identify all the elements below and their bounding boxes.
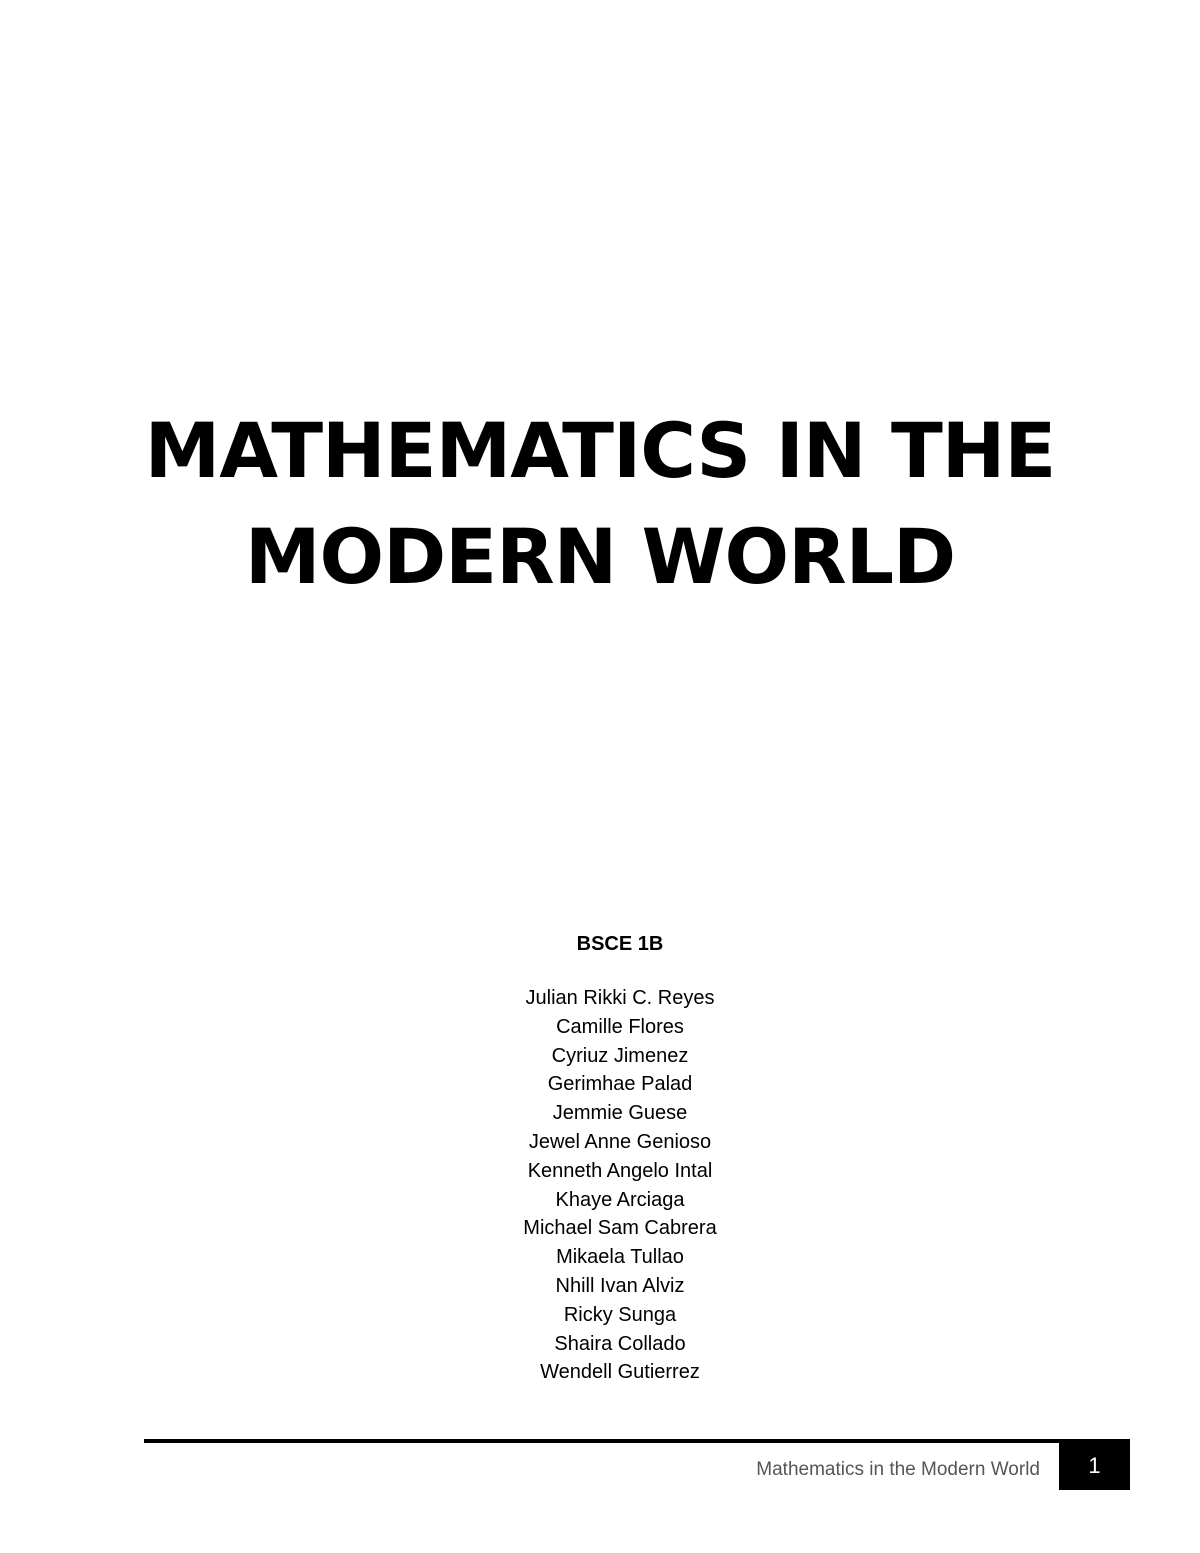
member-name: Shaira Collado [554, 1332, 686, 1355]
footer-divider [144, 1439, 1130, 1443]
member-name: Kenneth Angelo Intal [527, 1159, 713, 1182]
member-name: Michael Sam Cabrera [523, 1217, 717, 1240]
member-name: Cyriuz Jimenez [551, 1044, 689, 1067]
title-line-2: MODERN WORLD [244, 512, 956, 601]
page-number-box [1059, 1441, 1130, 1490]
member-name: Gerimhae Palad [547, 1073, 693, 1096]
member-name: Jemmie Guese [552, 1102, 688, 1125]
page-number: 1 [1088, 1452, 1101, 1478]
member-name: Khaye Arciaga [555, 1188, 685, 1211]
member-name: Ricky Sunga [563, 1303, 677, 1326]
member-name: Nhill Ivan Alviz [555, 1274, 685, 1297]
member-name: Mikaela Tullao [556, 1246, 684, 1269]
document-title [0, 398, 1200, 610]
member-name: Camille Flores [556, 1015, 684, 1038]
member-name: Julian Rikki C. Reyes [525, 987, 715, 1009]
member-name: Jewel Anne Genioso [528, 1130, 712, 1153]
footer-title: Mathematics in the Modern World [756, 1459, 1040, 1480]
member-name: Wendell Gutierrez [540, 1361, 700, 1384]
title-line-1: MATHEMATICS IN THE [144, 406, 1056, 495]
member-list [0, 984, 1200, 1387]
section-label: BSCE 1B [576, 933, 664, 955]
